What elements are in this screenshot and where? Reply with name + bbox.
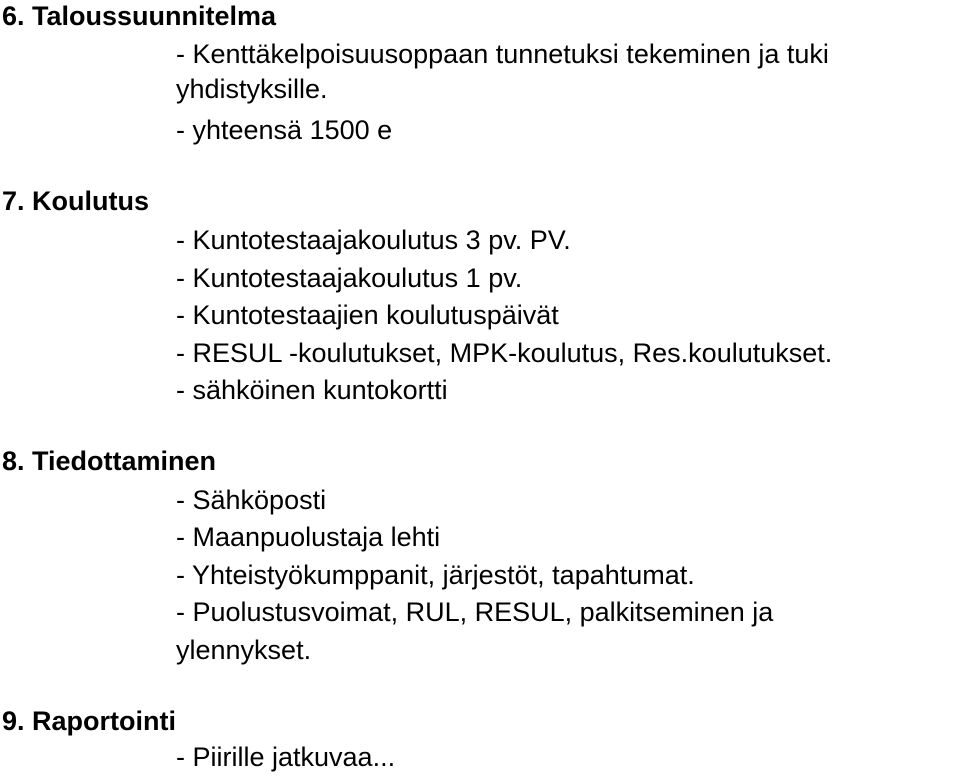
section-9-item-1: - Piirille jatkuvaa...: [176, 742, 396, 772]
section-8-item-1: - Sähköposti: [176, 485, 327, 515]
section-6-item-1: - Kenttäkelpoisuusoppaan tunnetuksi tekeminen ja tuki: [176, 39, 829, 69]
section-7-item-4: - RESUL -koulutukset, MPK-koulutus, Res.koulutukset.: [176, 338, 833, 368]
section-heading-9: 9. Raportointi: [2, 706, 176, 736]
section-6-item-1-continued: yhdistyksille.: [176, 74, 328, 104]
section-7-item-1: - Kuntotestaajakoulutus 3 pv. PV.: [176, 225, 571, 255]
section-8-item-4-continued: ylennykset.: [176, 635, 312, 665]
section-heading-7: 7. Koulutus: [2, 186, 149, 216]
section-6-item-2: - yhteensä 1500 e: [176, 115, 393, 145]
section-7-item-3: - Kuntotestaajien koulutuspäivät: [176, 300, 559, 330]
section-heading-6: 6. Taloussuunnitelma: [2, 1, 277, 31]
section-8-item-2: - Maanpuolustaja lehti: [176, 522, 441, 552]
section-7-item-5: - sähköinen kuntokortti: [176, 375, 448, 405]
section-8-item-4: - Puolustusvoimat, RUL, RESUL, palkitseminen ja: [176, 597, 774, 627]
section-7-item-2: - Kuntotestaajakoulutus 1 pv.: [176, 263, 523, 293]
section-heading-8: 8. Tiedottaminen: [2, 446, 217, 476]
section-8-item-3: - Yhteistyökumppanit, järjestöt, tapahtumat.: [176, 560, 695, 590]
